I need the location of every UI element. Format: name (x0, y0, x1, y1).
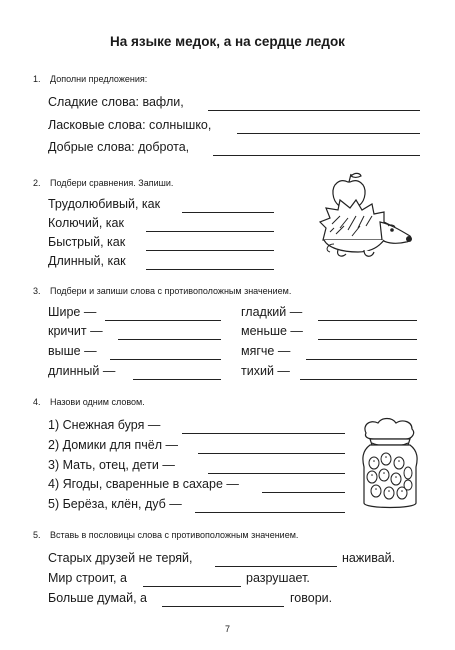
task1-line-3: Добрые слова: доброта, (48, 140, 190, 154)
task3-right-4: тихий — (241, 364, 290, 378)
task3-right-1: гладкий — (241, 305, 303, 319)
task5-instruction: Вставь в пословицы слова с противоположным значением. (50, 530, 299, 540)
task3-right-2: меньше — (241, 324, 303, 338)
page-number: 7 (225, 624, 231, 634)
task1-blank-3[interactable] (213, 155, 420, 156)
task3-left-2: кричит — (48, 324, 103, 338)
task3-right-blank-3[interactable] (306, 359, 417, 360)
task2-line-2: Колючий, как (48, 216, 124, 230)
task3-left-blank-4[interactable] (133, 379, 221, 380)
task3-right-blank-1[interactable] (318, 320, 417, 321)
task1-blank-2[interactable] (237, 133, 420, 134)
task4-line-1: 1) Снежная буря — (48, 418, 161, 432)
task2-blank-2[interactable] (146, 231, 274, 232)
task4-blank-2[interactable] (198, 453, 345, 454)
task4-line-3: 3) Мать, отец, дети — (48, 458, 175, 472)
task1-number: 1. (33, 74, 41, 84)
task3-left-blank-1[interactable] (105, 320, 221, 321)
task3-left-1: Шире — (48, 305, 97, 319)
task5-proverb2-end: разрушает. (246, 571, 310, 585)
task2-line-1: Трудолюбивый, как (48, 197, 161, 211)
task5-proverb3-end: говори. (290, 591, 333, 605)
task4-instruction: Назови одним словом. (50, 397, 145, 407)
task2-blank-3[interactable] (146, 250, 274, 251)
task5-proverb3-start: Больше думай, а (48, 591, 147, 605)
task5-proverb2-start: Мир строит, а (48, 571, 127, 585)
task5-proverb1-end: наживай. (342, 551, 396, 565)
task3-left-3: выше — (48, 344, 97, 358)
task3-left-blank-2[interactable] (118, 339, 221, 340)
task3-left-4: длинный — (48, 364, 116, 378)
task5-proverb1-start: Старых друзей не теряй, (48, 551, 193, 565)
page-title: На языке медок, а на сердце ледок (110, 34, 345, 49)
task4-line-5: 5) Берёза, клён, дуб — (48, 497, 182, 511)
task4-blank-5[interactable] (195, 512, 345, 513)
task4-number: 4. (33, 397, 41, 407)
task1-blank-1[interactable] (208, 110, 420, 111)
task5-number: 5. (33, 530, 41, 540)
task4-blank-3[interactable] (208, 473, 345, 474)
task2-number: 2. (33, 178, 41, 188)
task3-right-blank-2[interactable] (318, 339, 417, 340)
task1-line-1: Сладкие слова: вафли, (48, 95, 184, 109)
task3-number: 3. (33, 286, 41, 296)
task5-blank-1[interactable] (215, 566, 337, 567)
task4-blank-4[interactable] (262, 492, 345, 493)
task1-line-2: Ласковые слова: солнышко, (48, 118, 212, 132)
task3-right-blank-4[interactable] (300, 379, 417, 380)
task3-left-blank-3[interactable] (110, 359, 221, 360)
jam-jar-illustration (356, 413, 426, 513)
task2-line-3: Быстрый, как (48, 235, 126, 249)
task4-line-4: 4) Ягоды, сваренные в сахаре — (48, 477, 239, 491)
task2-line-4: Длинный, как (48, 254, 126, 268)
task2-instruction: Подбери сравнения. Запиши. (50, 178, 174, 188)
task5-blank-2[interactable] (143, 586, 241, 587)
task3-right-3: мягче — (241, 344, 291, 358)
task1-instruction: Дополни предложения: (50, 74, 148, 84)
hedgehog-apple-illustration (318, 170, 420, 270)
task2-blank-1[interactable] (182, 212, 274, 213)
task4-line-2: 2) Домики для пчёл — (48, 438, 178, 452)
task3-instruction: Подбери и запиши слова с противоположным значением. (50, 286, 292, 296)
task2-blank-4[interactable] (146, 269, 274, 270)
task5-blank-3[interactable] (162, 606, 284, 607)
task4-blank-1[interactable] (182, 433, 345, 434)
